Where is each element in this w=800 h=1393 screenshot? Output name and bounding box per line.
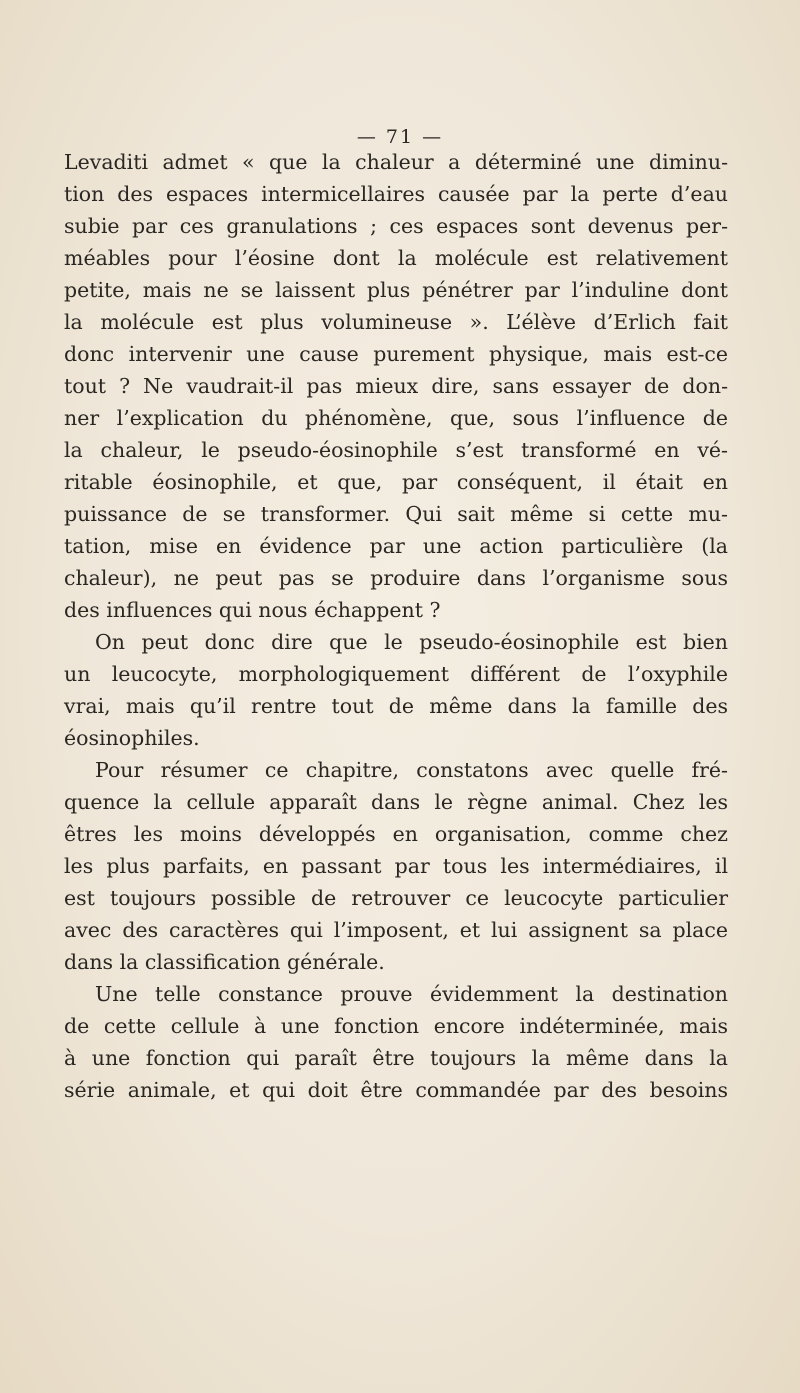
text-line: méables pour l’éosine dont la molécule est relativement [64, 246, 728, 270]
text-line: ner l’explication du phénomène, que, sous l’influence de [64, 406, 728, 430]
text-line: éosinophiles. [64, 726, 200, 750]
page-number: — 71 — [356, 126, 444, 148]
text-line: puissance de se transformer. Qui sait même si cette mu- [64, 502, 728, 526]
text-line: des influences qui nous échappent ? [64, 598, 441, 622]
paragraph [64, 626, 728, 754]
text-line: subie par ces granulations ; ces espaces sont devenus per- [64, 214, 728, 238]
paragraph [64, 754, 728, 978]
text-line: quence la cellule apparaît dans le règne animal. Chez les [64, 790, 728, 814]
text-line: vrai, mais qu’il rentre tout de même dans la famille des [64, 694, 728, 718]
text-line: tion des espaces intermicellaires causée par la perte d’eau [64, 182, 728, 206]
text-line: tation, mise en évidence par une action particulière (la [64, 534, 728, 558]
paragraph [64, 146, 728, 626]
text-line: petite, mais ne se laissent plus pénétrer par l’induline dont [64, 278, 728, 302]
text-line: Une telle constance prouve évidemment la destination [95, 982, 728, 1006]
text-line: série animale, et qui doit être commandée par des besoins [64, 1078, 728, 1102]
text-line: les plus parfaits, en passant par tous les intermédiaires, il [64, 854, 728, 878]
text-line: ritable éosinophile, et que, par conséquent, il était en [64, 470, 728, 494]
text-line: tout ? Ne vaudrait-il pas mieux dire, sans essayer de don- [64, 374, 728, 398]
text-line: On peut donc dire que le pseudo-éosinophile est bien [95, 630, 728, 654]
text-line: la chaleur, le pseudo-éosinophile s’est transformé en vé- [64, 438, 728, 462]
text-line: chaleur), ne peut pas se produire dans l’organisme sous [64, 566, 728, 590]
paragraph [64, 978, 728, 1106]
text-line: êtres les moins développés en organisation, comme chez [64, 822, 728, 846]
text-line: à une fonction qui paraît être toujours la même dans la [64, 1046, 728, 1070]
text-line: de cette cellule à une fonction encore indéterminée, mais [64, 1014, 728, 1038]
text-line: la molécule est plus volumineuse ». L’élève d’Erlich fait [64, 310, 728, 334]
text-line: donc intervenir une cause purement physique, mais est-ce [64, 342, 728, 366]
text-line: Pour résumer ce chapitre, constatons avec quelle fré- [95, 758, 728, 782]
text-line: est toujours possible de retrouver ce leucocyte particulier [64, 886, 728, 910]
body-text [64, 146, 728, 1106]
text-line: dans la classification générale. [64, 950, 385, 974]
text-line: avec des caractères qui l’imposent, et lui assignent sa place [64, 918, 728, 942]
text-line: Levaditi admet « que la chaleur a déterminé une diminu- [64, 150, 728, 174]
text-line: un leucocyte, morphologiquement différent de l’oxyphile [64, 662, 728, 686]
